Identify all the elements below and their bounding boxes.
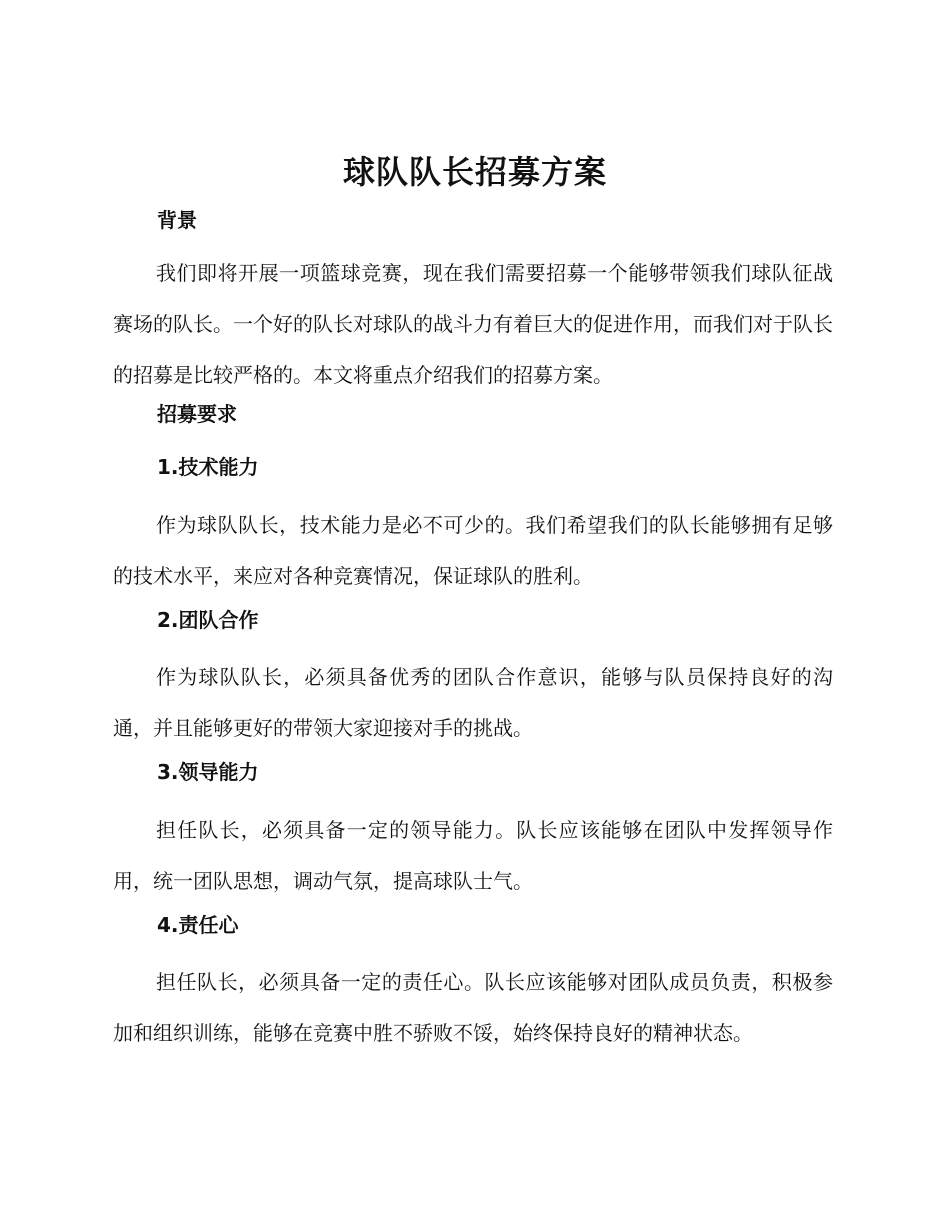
section-heading-teamwork: 2.团队合作 bbox=[157, 608, 259, 632]
section-heading-leadership: 3.领导能力 bbox=[157, 760, 259, 784]
section-heading-requirements: 招募要求 bbox=[157, 402, 237, 426]
section-heading-technical-skill: 1.技术能力 bbox=[157, 455, 259, 479]
page-title: 球队队长招募方案 bbox=[342, 153, 607, 191]
section-paragraph-responsibility: 担任队长，必须具备一定的责任心。队长应该能够对团队成员负责，积极参加和组织训练，能够在竞赛中胜不骄败不馁，始终保持良好的精神状态。 bbox=[113, 970, 833, 1045]
section-paragraph-teamwork: 作为球队队长，必须具备优秀的团队合作意识，能够与队员保持良好的沟通，并且能够更好的带领大家迎接对手的挑战。 bbox=[113, 665, 833, 740]
section-paragraph-technical-skill: 作为球队队长，技术能力是必不可少的。我们希望我们的队长能够拥有足够的技术水平，来应对各种竞赛情况，保证球队的胜利。 bbox=[113, 513, 833, 588]
section-heading-background: 背景 bbox=[157, 208, 197, 232]
section-paragraph-leadership: 担任队长，必须具备一定的领导能力。队长应该能够在团队中发挥领导作用，统一团队思想，调动气氛，提高球队士气。 bbox=[113, 818, 833, 893]
section-paragraph-background: 我们即将开展一项篮球竞赛，现在我们需要招募一个能够带领我们球队征战赛场的队长。一个好的队长对球队的战斗力有着巨大的促进作用，而我们对于队长的招募是比较严格的。本文将重点介绍我们的招募方案。 bbox=[113, 261, 833, 387]
section-heading-responsibility: 4.责任心 bbox=[157, 913, 239, 937]
